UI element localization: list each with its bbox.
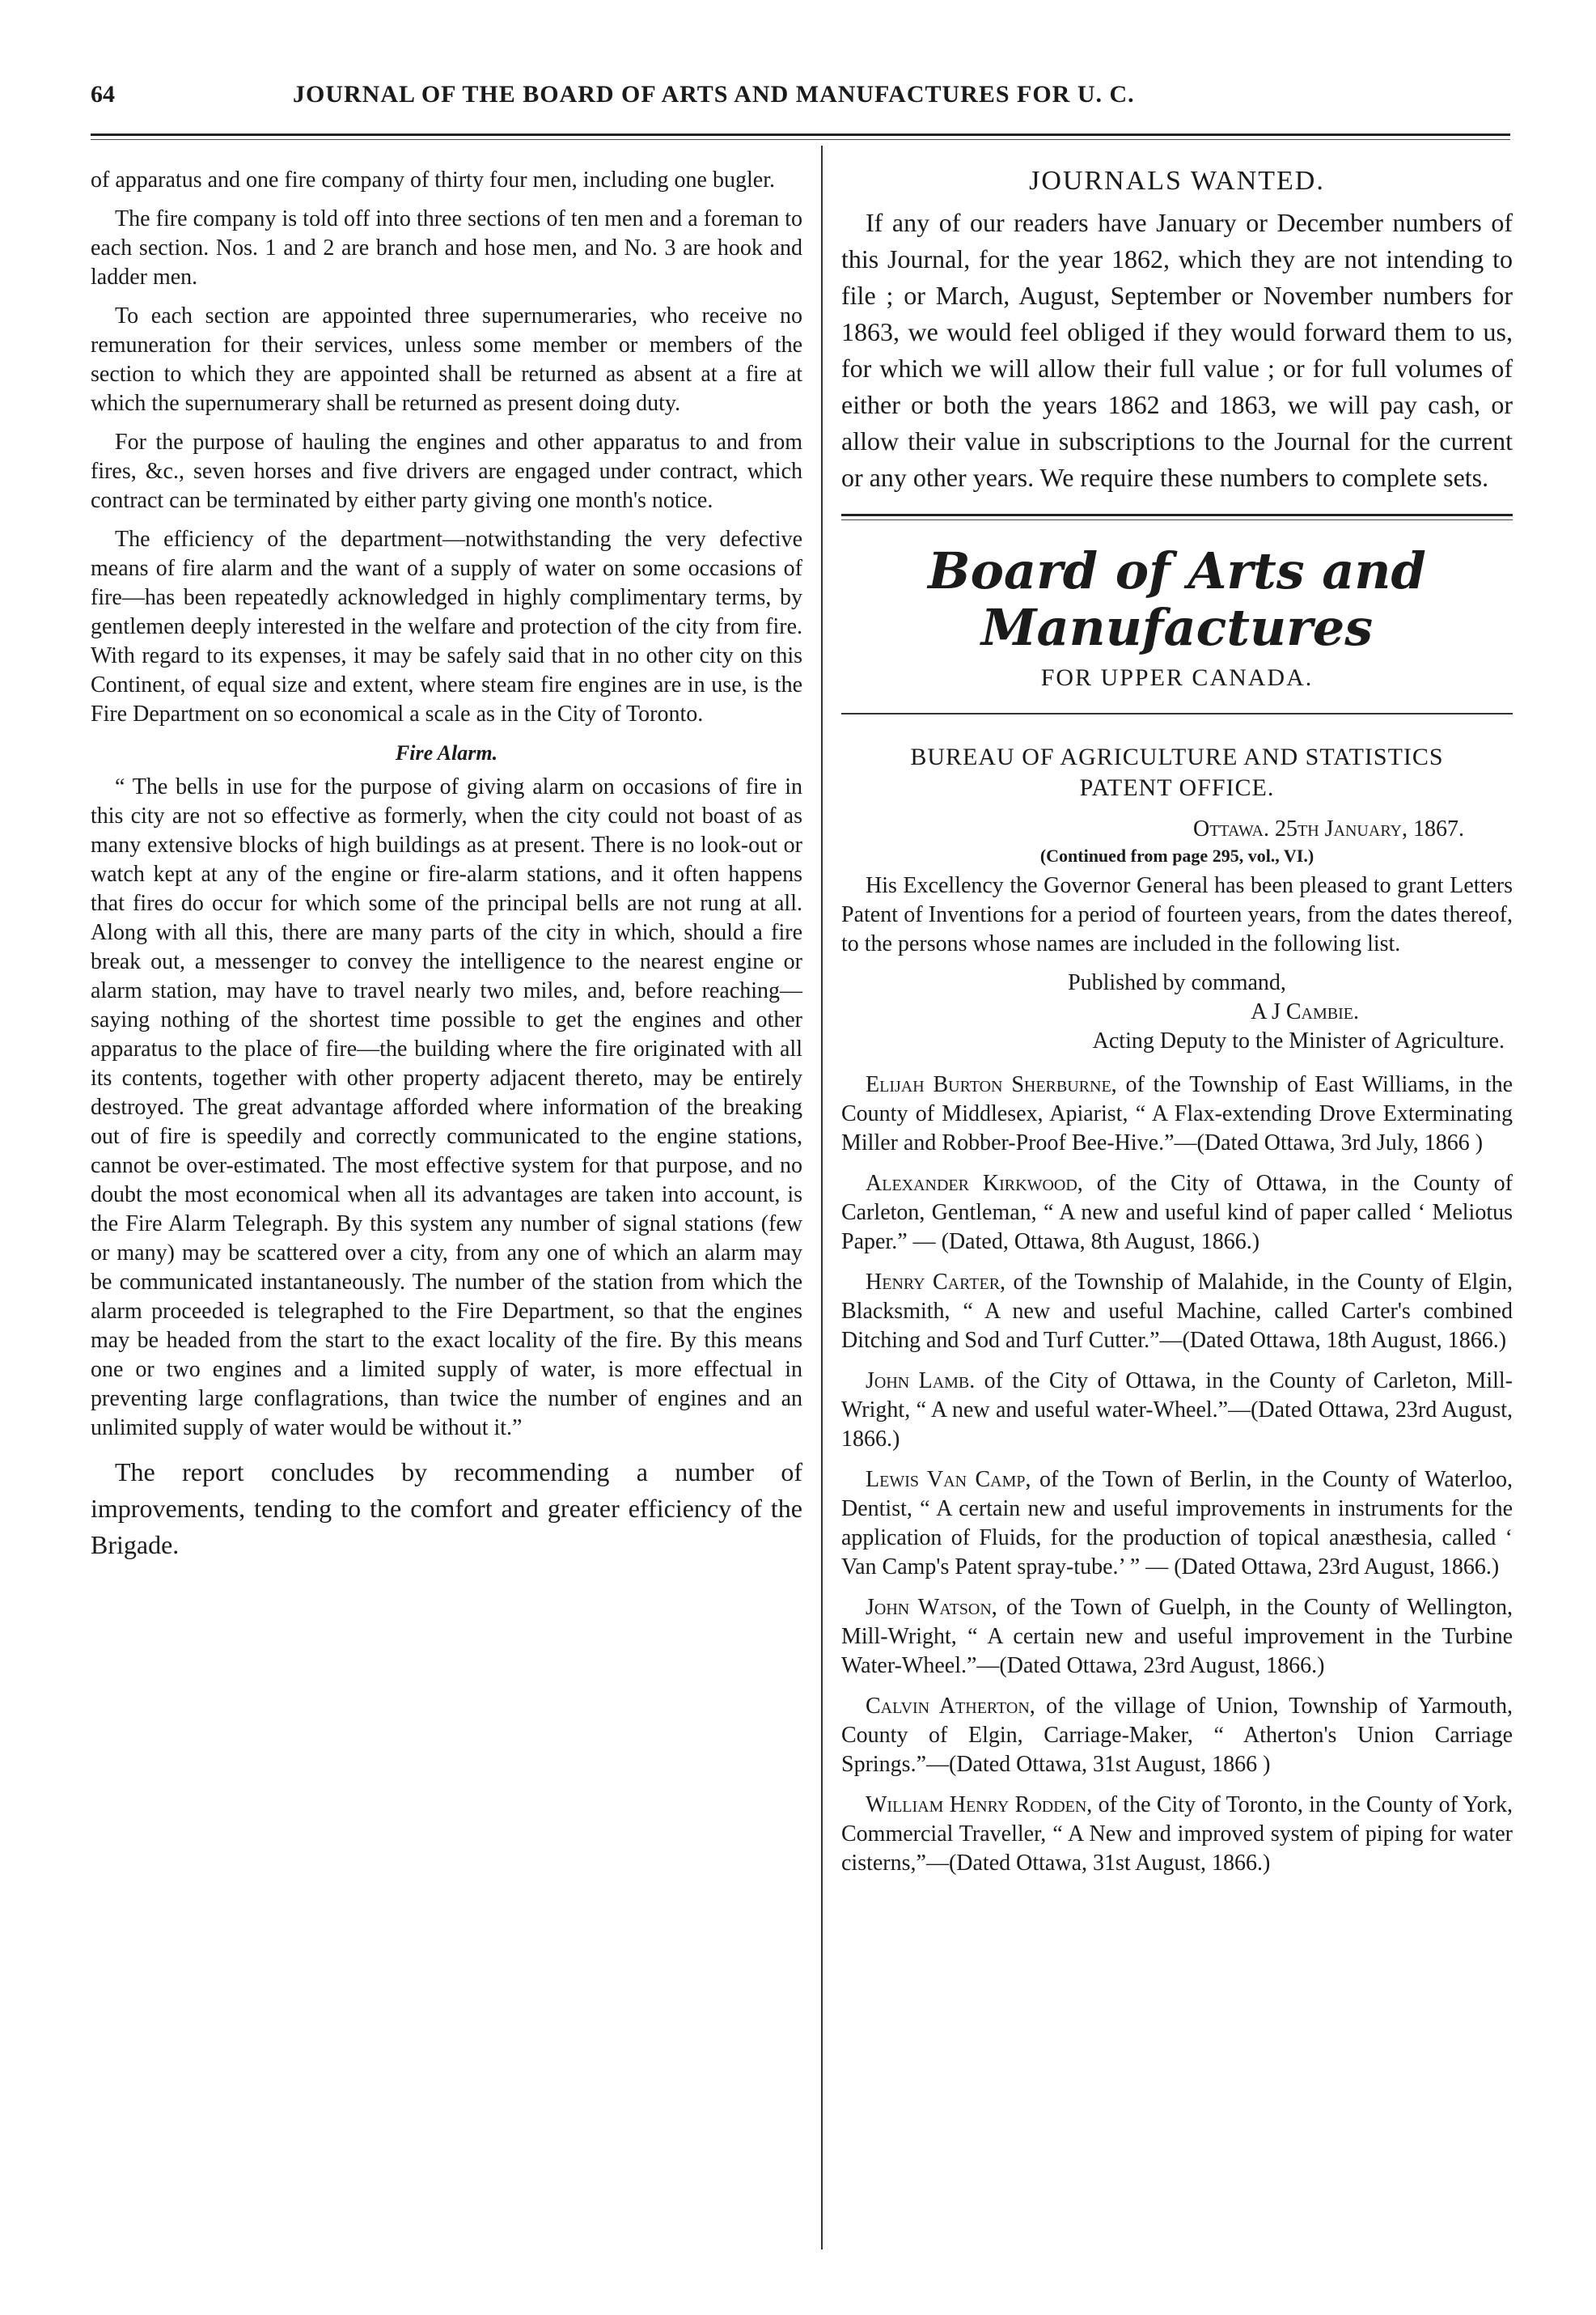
section-rule: [841, 713, 1513, 714]
patent-text: of the City of Toronto, in the County of York, Commercial Traveller, “ A New and improved system of piping for water cisterns,”—(Dated Ottawa, 31st August, 1866.): [841, 1792, 1513, 1876]
section-rule: [841, 514, 1513, 520]
intro-paragraph: His Excellency the Governor General has been pleased to grant Letters Patent of Inventions for a period of fourteen years, from the dates thereof, to the persons whose names are included in the following list.: [841, 873, 1513, 956]
paragraph: The efficiency of the department—notwithstanding the very defective means of fire alarm and the want of a supply of water on some occasions of fire—has been repeatedly acknowledged in highly complimentary terms, by gentlemen deeply interested in the welfare and protection of the city from fire. With regard to its expenses, it may be safely said that in no other city on this Continent, of equal size and extent, where steam fire engines are in use, is the Fire Department on so economical a scale as in the City of Toronto.: [91, 527, 802, 727]
patent-entry: [841, 1268, 1513, 1355]
patentee-name: Alexander Kirkwood,: [866, 1171, 1083, 1196]
continued-note: (Continued from page 295, vol., VI.): [1039, 846, 1314, 866]
patent-text: of the Town of Guelph, in the County of Wellington, Mill-Wright, “ A certain new and useful improvement in the Turbine Water-Wheel.”—(Dated Ottawa, 23rd August, 1866.): [841, 1595, 1513, 1678]
paragraph: To each section are appointed three supernumeraries, who receive no remuneration for their services, unless some member or members of the section to which they are appointed shall be returned as absent at a fire at which the supernumerary shall be returned as present doing duty.: [91, 303, 802, 416]
patent-entry: [841, 1071, 1513, 1158]
paragraph: The fire company is told off into three sections of ten men and a foreman to each section. Nos. 1 and 2 are branch and hose men, and No. 3 are hook and ladder men.: [91, 206, 802, 290]
patentee-name: William Henry Rodden,: [866, 1792, 1093, 1817]
board-subtitle: FOR UPPER CANADA.: [1040, 664, 1314, 691]
patent-office-heading: PATENT OFFICE.: [1079, 774, 1275, 801]
patent-text: of the village of Union, Township of Yarmouth, County of Elgin, Carriage-Maker, “ Atherton's Union Carriage Springs.”—(Dated Ottawa, 31st August, 1866 ): [841, 1694, 1513, 1777]
header-rule: [91, 134, 1510, 136]
published-line: Published by command,: [1068, 970, 1286, 995]
patent-entry: [841, 1367, 1513, 1454]
quote-paragraph: “ The bells in use for the purpose of giving alarm on occasions of fire in this city are not so effective as formerly, when the city could not boast of as many extensive blocks of high buildings as at present. There is no look-out or watch kept at any of the engine or fire-alarm stations, and it often happens that fires do occur for which some of the principal bells are not rung at all. Along with all this, there are many parts of the city in which, should a fire break out, a messenger to convey the intelligence to the nearest engine or alarm station, may have to travel nearly two miles, and, before reaching—saying nothing of the shortest time possible to get the engines and other apparatus to the place of fire—the building where the fire originated with all its contents, together with other property adjacent thereto, may be entirely destroyed. The great advantage afforded where information of the breaking out of fire is speedily and correctly communicated to the engine stations, cannot be over-estimated. The most effective system for that purpose, and no doubt the most economical when all its advantages are taken into account, is the Fire Alarm Telegraph. By this system any number of signal stations (few or many) may be scattered over a city, from any one of which an alarm may be communicated instantaneously. The number of the station from which the alarm proceeded is telegraphed to the Fire Department, so that the engines may be headed from the start to the exact locality of the fire. By this means one or two engines and a limited supply of water, is more effectual in preventing large conflagrations, than twice the number of engines and an unlimited supply of water would be without it.”: [91, 774, 802, 1440]
page-header: [91, 81, 1510, 121]
column-divider: [821, 146, 823, 2249]
journals-wanted-text: If any of our readers have January or December numbers of this Journal, for the year 1862, which they are not intending to file ; or March, August, September or November numbers for 1863, we would feel obliged if they would forward them to us, for which we will allow their full value ; or for full volumes of either or both the years 1862 and 1863, we will pay cash, or allow their value in subscriptions to the Journal for the current or any other years. We require these numbers to complete sets.: [841, 208, 1513, 492]
page-number: 64: [91, 81, 115, 108]
running-title: JOURNAL OF THE BOARD OF ARTS AND MANUFACTURES FOR U. C.: [293, 81, 1135, 108]
patent-text: of the Township of Malahide, in the County of Elgin, Blacksmith, “ A new and useful Machine, called Carter's combined Ditching and Sod and Turf Cutter.”—(Dated Ottawa, 18th August, 1866.): [841, 1270, 1513, 1353]
patentee-name: John Lamb.: [866, 1368, 976, 1393]
paragraph: For the purpose of hauling the engines and other apparatus to and from fires, &c., seven horses and five drivers are engaged under contract, which contract can be terminated by either party giving one month's notice.: [91, 430, 802, 513]
bureau-heading: BUREAU OF AGRICULTURE AND STATISTICS: [910, 744, 1444, 770]
patent-entry: [841, 1169, 1513, 1257]
patent-text: of the Town of Berlin, in the County of Waterloo, Dentist, “ A certain new and useful improvements in instruments for the application of Fluids, for the production of topical anæsthesia, called ‘ Van Camp's Patent spray-tube.’ ” — (Dated Ottawa, 23rd August, 1866.): [841, 1467, 1513, 1579]
patent-text: of the City of Ottawa, in the County of Carleton, Mill-Wright, “ A new and useful water-Wheel.”—(Dated Ottawa, 23rd August, 1866.): [841, 1368, 1513, 1452]
patent-entry: [841, 1465, 1513, 1582]
patent-text: of the Township of East Williams, in the County of Middlesex, Apiarist, “ A Flax-extending Drove Exterminating Miller and Robber-Proof Bee-Hive.”—(Dated Ottawa, 3rd July, 1866 ): [841, 1072, 1513, 1155]
patentee-name: John Watson,: [866, 1595, 997, 1620]
left-column: [91, 166, 802, 1573]
signer: A J Cambie.: [1251, 999, 1359, 1024]
paragraph: of apparatus and one fire company of thirty four men, including one bugler.: [91, 167, 775, 193]
journals-wanted-heading: JOURNALS WANTED.: [1029, 166, 1325, 196]
board-title: Board of Arts and Manufactures: [928, 541, 1426, 657]
header-rule-thin: [91, 139, 1510, 140]
patent-text: of the City of Ottawa, in the County of Carleton, Gentleman, “ A new and useful kind of paper called ‘ Meliotus Paper.” — (Dated, Ottawa, 8th August, 1866.): [841, 1171, 1513, 1254]
patentee-name: Lewis Van Camp,: [866, 1467, 1031, 1492]
closing-paragraph: The report concludes by recommending a number of improvements, tending to the comfort and greater efficiency of the Brigade.: [91, 1457, 802, 1559]
patentee-name: Calvin Atherton,: [866, 1694, 1035, 1719]
patent-entry: [841, 1692, 1513, 1779]
dateline: Ottawa. 25th January, 1867.: [1192, 816, 1464, 842]
patentee-name: Henry Carter,: [866, 1270, 1006, 1295]
patent-entry: [841, 1791, 1513, 1878]
acting-deputy: Acting Deputy to the Minister of Agriculture.: [1092, 1028, 1505, 1054]
patentee-name: Elijah Burton Sherburne,: [866, 1072, 1117, 1097]
right-column: [841, 166, 1513, 1889]
patent-entry: [841, 1593, 1513, 1681]
section-subheading: Fire Alarm.: [395, 741, 498, 765]
